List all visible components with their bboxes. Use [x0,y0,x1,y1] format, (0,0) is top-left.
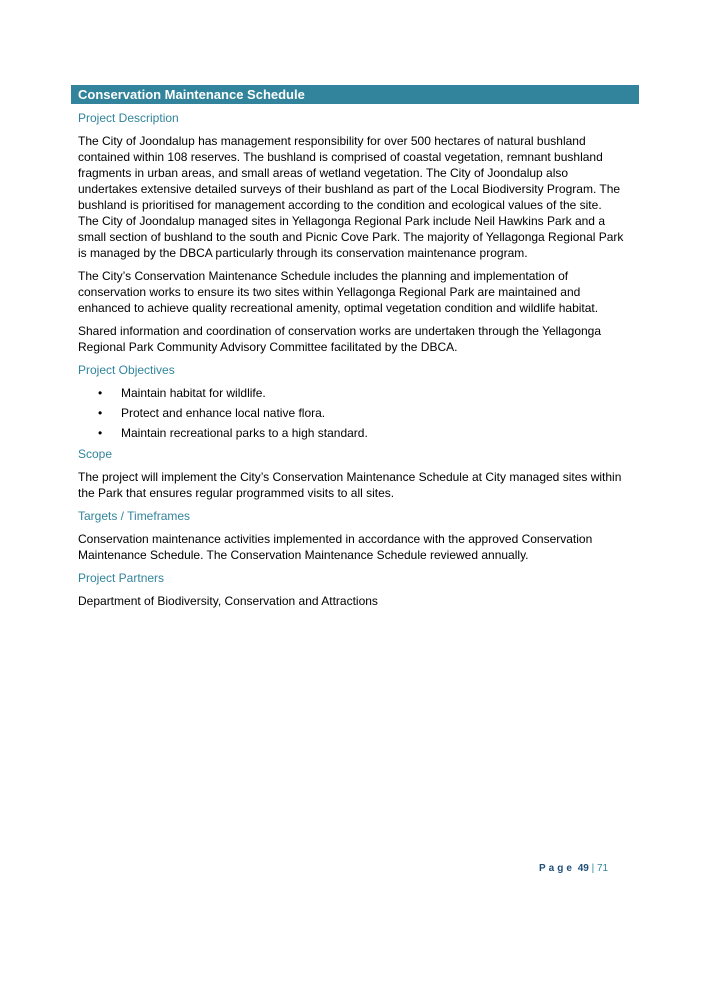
heading-targets-timeframes: Targets / Timeframes [78,509,191,523]
targets-paragraph: Conservation maintenance activities implemented in accordance with the approved Conservation Maintenance Schedule. The Conservation Maintenance Schedule reviewed annually. [78,532,593,562]
section-title: Conservation Maintenance Schedule [78,87,305,102]
objectives-list [78,385,624,441]
page-footer [539,862,608,876]
list-item [78,425,624,441]
bullet-icon: • [98,406,103,420]
description-paragraph-1: The City of Joondalup has management responsibility for over 500 hectares of natural bushland contained within 108 reserves. The bushland is comprised of coastal vegetation, remnant bushland fragments in urban areas, and small areas of wetland vegetation. The City of Joondalup also undertakes extensive detailed surveys of their bushland as part of the Local Biodiversity Program. The bushland is prioritised for management according to the condition and ecological values of the site. The City of Joondalup managed sites in Yellagonga Regional Park include Neil Hawkins Park and a small section of bushland to the south and Picnic Cove Park. The majority of Yellagonga Regional Park is managed by the DBCA particularly through its conservation maintenance program. [78,134,624,260]
section-title-bar [71,85,639,104]
objective-text: Maintain habitat for wildlife. [121,386,266,400]
objective-text: Maintain recreational parks to a high standard. [121,426,368,440]
list-item [78,385,624,401]
page-separator: | [591,863,595,874]
description-paragraph-2: The City’s Conservation Maintenance Schedule includes the planning and implementation of conservation works to ensure its two sites within Yellagonga Regional Park are maintained and enhanced to achieve quality recreational amenity, optimal vegetation condition and wildlife habitat. [78,269,599,315]
scope-paragraph: The project will implement the City’s Conservation Maintenance Schedule at City managed sites within the Park that ensures regular programmed visits to all sites. [78,470,622,500]
bullet-icon: • [98,386,103,400]
list-item [78,405,624,421]
page-number: 49 [577,863,589,874]
page-label: Page [539,863,575,874]
section-content [78,110,624,616]
partners-paragraph: Department of Biodiversity, Conservation and Attractions [78,594,378,608]
description-paragraph-3: Shared information and coordination of conservation works are undertaken through the Yellagonga Regional Park Community Advisory Committee facilitated by the DBCA. [78,324,602,354]
heading-project-objectives: Project Objectives [78,363,175,377]
heading-project-partners: Project Partners [78,571,165,585]
heading-project-description: Project Description [78,111,179,125]
objective-text: Protect and enhance local native flora. [121,406,326,420]
page-total: 71 [596,863,609,874]
heading-scope: Scope [78,447,113,461]
bullet-icon: • [98,426,103,440]
